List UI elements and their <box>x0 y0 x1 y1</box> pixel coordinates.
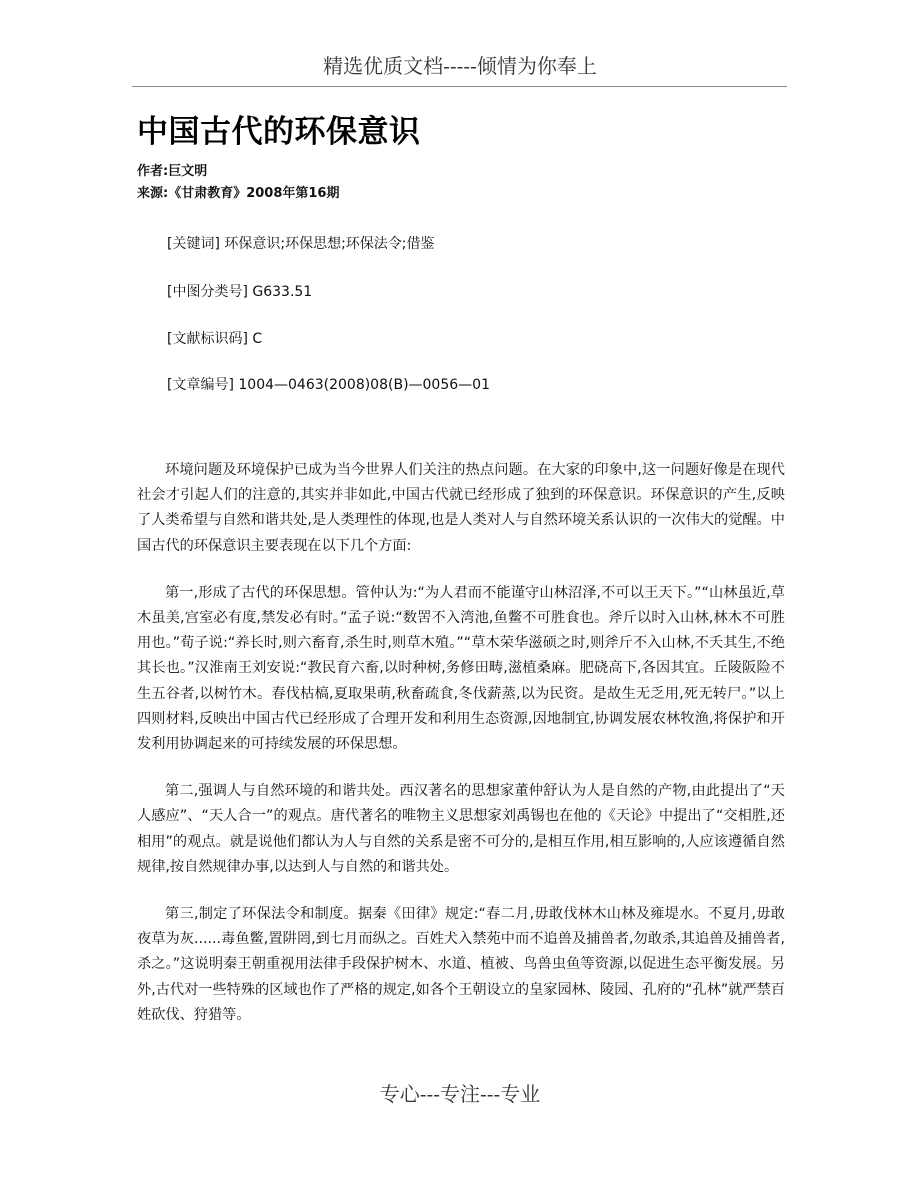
doc-code-line: [文献标识码] C <box>167 331 263 347</box>
article-body <box>137 458 785 1050</box>
body-paragraph: 第三,制定了环保法令和制度。据秦《田律》规定:“春二月,毋敢伐林木山林及雍堤水。不夏月,毋敢夜草为灰......毒鱼鳖,置阱罔,到七月而纵之。百姓犬入禁苑中而不追兽及捕兽者,勿敢杀,其追兽及捕兽者,杀之。”这说明秦王朝重视用法律手段保护树木、水道、植被、鸟兽虫鱼等资源,以促进生态平衡发展。另外,古代对一些特殊的区域也作了严格的规定,如各个王朝设立的皇家园林、陵园、孔府的“孔林”就严禁百姓砍伐、狩猎等。 <box>137 906 785 1023</box>
body-paragraph: 第二,强调人与自然环境的和谐共处。西汉著名的思想家董仲舒认为人是自然的产物,由此提出了“天人感应”、“天人合一”的观点。唐代著名的唯物主义思想家刘禹锡也在他的《天论》中提出了“交相胜,还相用”的观点。就是说他们都认为人与自然的关系是密不可分的,是相互作用,相互影响的,人应该遵循自然规律,按自然规律办事,以达到人与自然的和谐共处。 <box>137 783 785 875</box>
article-title: 中国古代的环保意识 <box>137 114 421 150</box>
article-number-line: [文章编号] 1004—0463(2008)08(B)—0056—01 <box>167 377 490 393</box>
article-author: 作者:巨文明 <box>137 164 208 179</box>
keywords-line: [关键词] 环保意识;环保思想;环保法令;借鉴 <box>167 236 435 252</box>
header-divider <box>132 86 787 87</box>
classification-line: [中图分类号] G633.51 <box>167 284 313 300</box>
article-source: 来源:《甘肃教育》2008年第16期 <box>137 186 340 201</box>
page-header: 精选优质文档-----倾情为你奉上 <box>323 54 597 78</box>
page-footer: 专心---专注---专业 <box>379 1082 541 1106</box>
body-paragraph: 第一,形成了古代的环保思想。管仲认为:“为人君而不能谨守山林沼泽,不可以王天下。”“山林虽近,草木虽美,宫室必有度,禁发必有时。”孟子说:“数罟不入湾池,鱼鳖不可胜食也。斧斤以时入山林,林木不可胜用也。”荀子说:“养长时,则六畜育,杀生时,则草木殖。”“草木荣华滋硕之时,则斧斤不入山林,不夭其生,不绝其长也。”汉淮南王刘安说:“教民育六畜,以时种树,务修田畴,滋植桑麻。肥硗高下,各因其宜。丘陵阪险不生五谷者,以树竹木。春伐枯槁,夏取果萌,秋畜疏食,冬伐薪蒸,以为民资。是故生无乏用,死无转尸。”以上四则材料,反映出中国古代已经形成了合理开发和利用生态资源,因地制宜,协调发展农林牧渔,将保护和开发利用协调起来的可持续发展的环保思想。 <box>137 584 785 753</box>
body-paragraph: 环境问题及环境保护已成为当今世界人们关注的热点问题。在大家的印象中,这一问题好像是在现代社会才引起人们的注意的,其实并非如此,中国古代就已经形成了独到的环保意识。环保意识的产生,反映了人类希望与自然和谐共处,是人类理性的体现,也是人类对人与自然环境关系认识的一次伟大的觉醒。中国古代的环保意识主要表现在以下几个方面: <box>137 462 785 554</box>
